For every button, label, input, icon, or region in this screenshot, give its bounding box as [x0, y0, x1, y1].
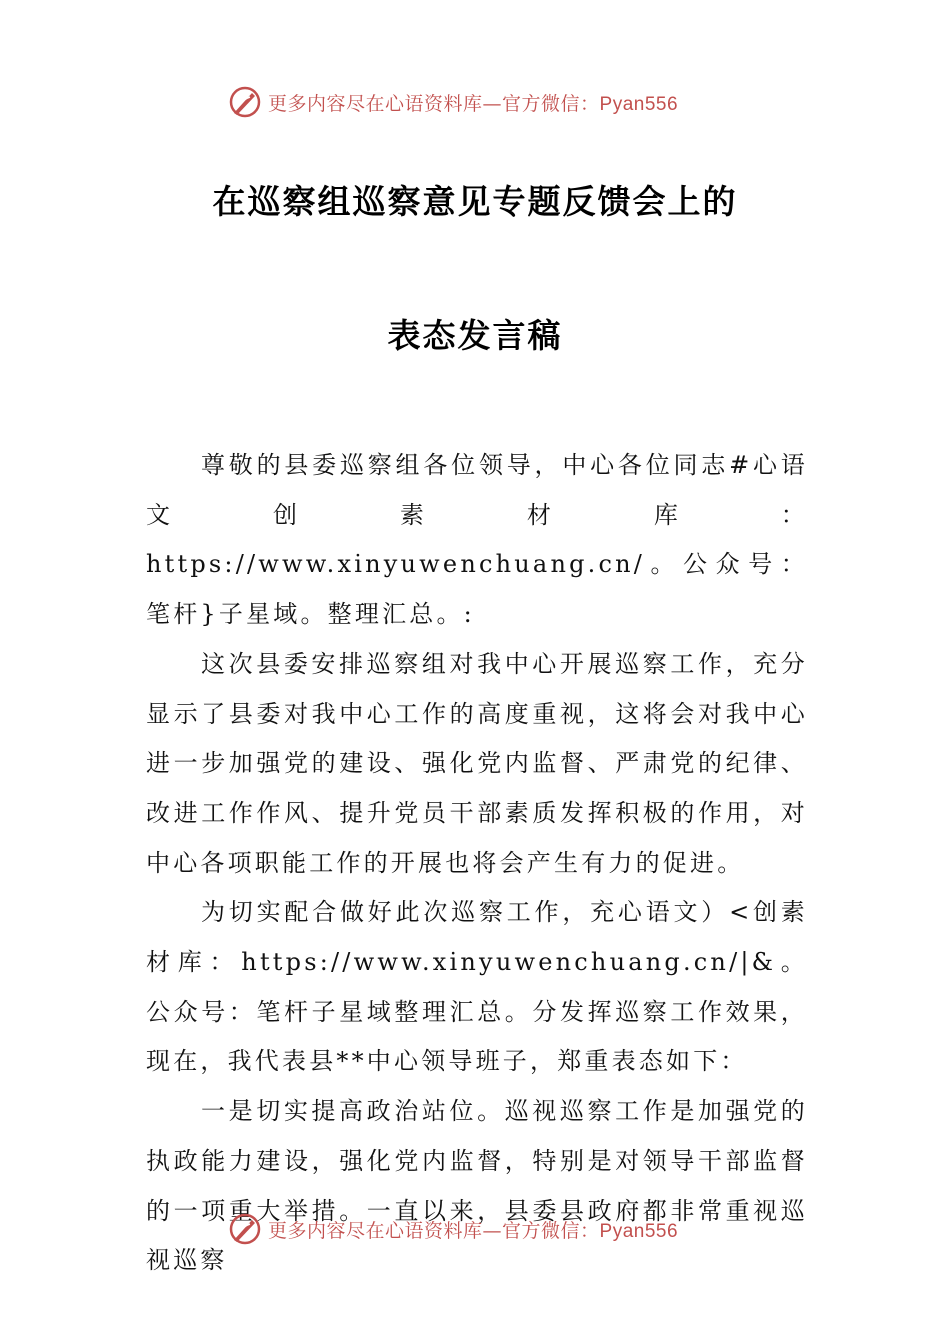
banner-wechat-id: Pyan556 — [599, 93, 679, 115]
banner-text: 更多内容尽在心语资料库—官方微信： — [268, 1219, 600, 1242]
document-title-line1: 在巡察组巡察意见专题反馈会上的 — [212, 182, 738, 221]
paragraph: 一是切实提高政治站位。巡视巡察工作是加强党的执政能力建设，强化党内监督，特别是对领导干部监督的一项重大举措。一直以来，县委县政府都非常重视巡视巡察 — [146, 1097, 808, 1275]
banner-wechat-id: Pyan556 — [599, 1220, 679, 1242]
paragraph-salutation: 尊敬的县委巡察组各位领导，中心各位同志#心语文创素材库：https://www.xinyuwenchuang.cn/。公众号：笔杆}子星域。整理汇总。: — [146, 451, 808, 629]
quill-logo-icon — [228, 1212, 262, 1246]
document-body — [146, 441, 808, 1286]
document-title-line2: 表态发言稿 — [387, 316, 563, 355]
paragraph: 这次县委安排巡察组对我中心开展巡察工作，充分显示了县委对我中心工作的高度重视，这将会对我中心进一步加强党的建设、强化党内监督、严肃党的纪律、改进工作作风、提升党员干部素质发挥积极的作用，对中心各项职能工作的开展也将会产生有力的促进。 — [146, 649, 808, 877]
banner-text: 更多内容尽在心语资料库—官方微信： — [268, 92, 600, 115]
header-watermark-banner — [228, 82, 748, 122]
paragraph: 为切实配合做好此次巡察工作，充心语文）<创素材库：https://www.xinyuwenchuang.cn/|&。公众号：笔杆子星域整理汇总。分发挥巡察工作效果，现在，我代表县**中心领导班子，郑重表态如下： — [146, 898, 808, 1076]
footer-watermark-banner — [228, 1209, 748, 1249]
quill-logo-icon — [228, 85, 262, 119]
